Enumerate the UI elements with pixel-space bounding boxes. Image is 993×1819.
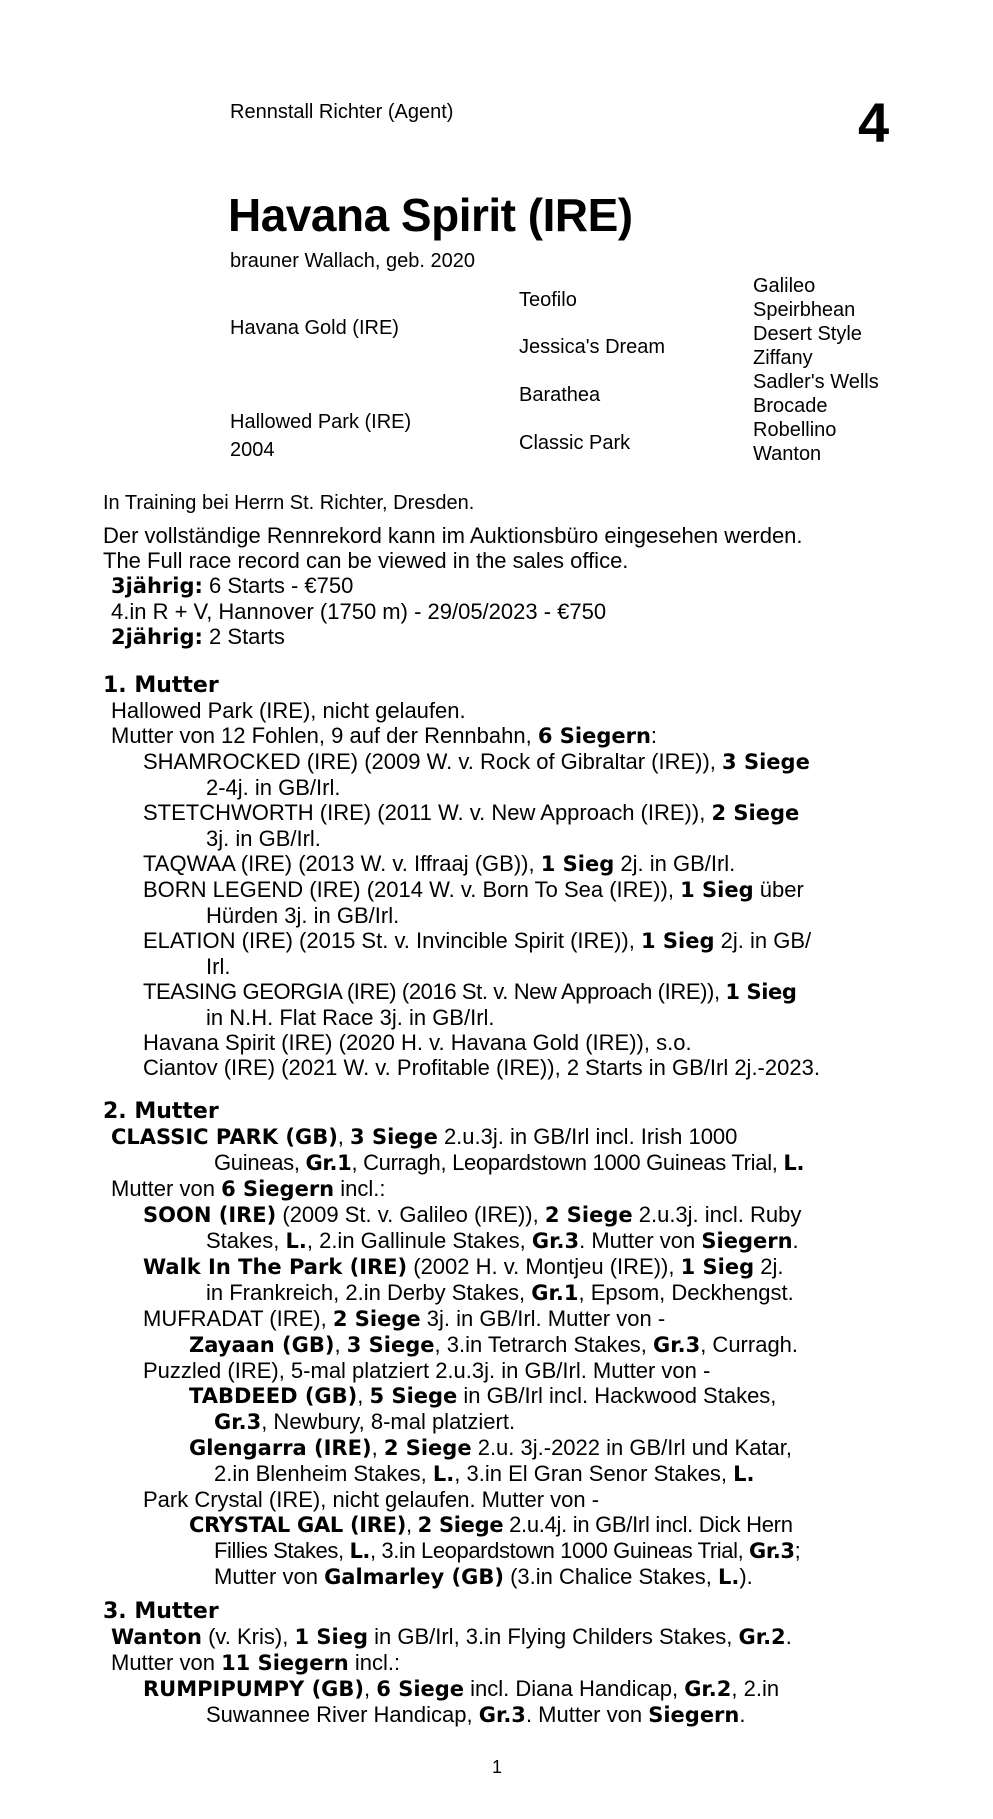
record-2yo-text: 2 Starts bbox=[209, 624, 285, 649]
pedigree-gen3-8: Wanton bbox=[753, 443, 822, 465]
dam1-offspring-5: ELATION (IRE) (2015 St. v. Invincible Spirit (IRE)), 1 Sieg 2j. in GB/ bbox=[143, 928, 812, 953]
dam1-offspring-6-cont: in N.H. Flat Race 3j. in GB/Irl. bbox=[206, 1005, 495, 1030]
pedigree-gen2-3: Barathea bbox=[519, 384, 601, 406]
dam2-line6: Walk In The Park (IRE) (2002 H. v. Montjeu (IRE)), 1 Sieg 2j. bbox=[143, 1254, 784, 1279]
horse-name: Havana Spirit (IRE) bbox=[228, 189, 633, 241]
record-note-en: The Full race record can be viewed in the sales office. bbox=[103, 548, 629, 573]
pedigree-gen3-7: Robellino bbox=[753, 419, 837, 441]
record-3yo-text: 6 Starts - €750 bbox=[209, 573, 354, 598]
dam1-offspring-3: TAQWAA (IRE) (2013 W. v. Iffraaj (GB)), 1 Sieg 2j. in GB/Irl. bbox=[143, 851, 736, 876]
dam2-line1: CLASSIC PARK (GB), 3 Siege 2.u.3j. in GB/Irl incl. Irish 1000 bbox=[111, 1124, 738, 1149]
pedigree-gen3-3: Desert Style bbox=[753, 323, 862, 345]
dam2-line18: Mutter von Galmarley (GB) (3.in Chalice Stakes, L.). bbox=[214, 1564, 753, 1589]
pedigree-dam: Hallowed Park (IRE) bbox=[230, 411, 412, 433]
pedigree-gen3-1: Galileo bbox=[753, 275, 816, 297]
dam1-line1: Hallowed Park (IRE), nicht gelaufen. bbox=[111, 698, 466, 723]
dam1-offspring-6: TEASING GEORGIA (IRE) (2016 St. v. New Approach (IRE)), 1 Sieg bbox=[143, 979, 797, 1004]
record-note-de: Der vollständige Rennrekord kann im Auktionsbüro eingesehen werden. bbox=[103, 523, 803, 548]
dam2-section bbox=[103, 1099, 804, 1590]
dam1-offspring-1-cont: 2-4j. in GB/Irl. bbox=[206, 775, 341, 800]
record-3yo bbox=[103, 573, 803, 599]
pedigree-gen3-6: Brocade bbox=[753, 395, 828, 417]
pedigree-gen2-4: Classic Park bbox=[519, 432, 631, 454]
dam2-line10: Puzzled (IRE), 5-mal platziert 2.u.3j. in GB/Irl. Mutter von - bbox=[143, 1358, 711, 1383]
dam3-line1: Wanton (v. Kris), 1 Sieg in GB/Irl, 3.in Flying Childers Stakes, Gr.2. bbox=[111, 1624, 792, 1649]
dam2-line2: Guineas, Gr.1, Curragh, Leopardstown 1000 Guineas Trial, L. bbox=[214, 1150, 805, 1175]
dam2-heading: 2. Mutter bbox=[103, 1099, 219, 1124]
record-3yo-label: 3jährig: bbox=[111, 574, 203, 598]
dam1-offspring-5-cont: Irl. bbox=[206, 954, 231, 979]
agent-name: Rennstall Richter (Agent) bbox=[230, 101, 454, 123]
dam1-offspring-4-cont: Hürden 3j. in GB/Irl. bbox=[206, 903, 400, 928]
pedigree-gen2-1: Teofilo bbox=[519, 289, 577, 311]
training-note: In Training bei Herrn St. Richter, Dresden. bbox=[103, 492, 475, 514]
dam2-line7: in Frankreich, 2.in Derby Stakes, Gr.1, Epsom, Deckhengst. bbox=[206, 1280, 794, 1305]
dam2-line15: Park Crystal (IRE), nicht gelaufen. Mutter von - bbox=[143, 1487, 600, 1512]
record-3yo-detail: 4.in R + V, Hannover (1750 m) - 29/05/2023 - €750 bbox=[111, 599, 607, 624]
pedigree-sire: Havana Gold (IRE) bbox=[230, 317, 399, 339]
horse-description: brauner Wallach, geb. 2020 bbox=[230, 250, 475, 272]
dam3-line4: Suwannee River Handicap, Gr.3. Mutter von Siegern. bbox=[206, 1702, 746, 1727]
pedigree-dam-year: 2004 bbox=[230, 439, 275, 461]
dam2-line5: Stakes, L., 2.in Gallinule Stakes, Gr.3. Mutter von Siegern. bbox=[206, 1228, 799, 1253]
dam2-line14: 2.in Blenheim Stakes, L., 3.in El Gran Senor Stakes, L. bbox=[214, 1461, 755, 1486]
record-2yo bbox=[103, 624, 803, 650]
dam1-offspring-8: Ciantov (IRE) (2021 W. v. Profitable (IRE)), 2 Starts in GB/Irl 2j.-2023. bbox=[143, 1055, 820, 1080]
pedigree-gen2-2: Jessica's Dream bbox=[519, 336, 666, 358]
lot-number: 4 bbox=[858, 91, 890, 154]
dam2-line9: Zayaan (GB), 3 Siege, 3.in Tetrarch Stakes, Gr.3, Curragh. bbox=[189, 1332, 799, 1357]
pedigree-gen3-2: Speirbhean bbox=[753, 299, 856, 321]
dam2-line13: Glengarra (IRE), 2 Siege 2.u. 3j.-2022 in GB/Irl und Katar, bbox=[189, 1435, 792, 1460]
dam3-line3: RUMPIPUMPY (GB), 6 Siege incl. Diana Handicap, Gr.2, 2.in bbox=[143, 1676, 780, 1701]
dam2-line16: CRYSTAL GAL (IRE), 2 Siege 2.u.4j. in GB/Irl incl. Dick Hern bbox=[189, 1512, 793, 1537]
pedigree-gen3-list bbox=[753, 274, 879, 466]
dam1-line2: Mutter von 12 Fohlen, 9 auf der Rennbahn, 6 Siegern: bbox=[111, 723, 658, 748]
dam2-line3: Mutter von 6 Siegern incl.: bbox=[111, 1176, 386, 1201]
dam1-offspring-4: BORN LEGEND (IRE) (2014 W. v. Born To Sea (IRE)), 1 Sieg über bbox=[143, 877, 804, 902]
race-record-block bbox=[103, 523, 803, 650]
dam2-line17: Fillies Stakes, L., 3.in Leopardstown 1000 Guineas Trial, Gr.3; bbox=[214, 1538, 801, 1563]
dam1-offspring-2-cont: 3j. in GB/Irl. bbox=[206, 826, 321, 851]
dam1-offspring-2: STETCHWORTH (IRE) (2011 W. v. New Approach (IRE)), 2 Siege bbox=[143, 800, 800, 825]
dam3-line2: Mutter von 11 Siegern incl.: bbox=[111, 1650, 401, 1675]
dam2-line8: MUFRADAT (IRE), 2 Siege 3j. in GB/Irl. Mutter von - bbox=[143, 1306, 666, 1331]
page-number: 1 bbox=[492, 1757, 503, 1777]
pedigree-gen3-4: Ziffany bbox=[753, 347, 813, 369]
dam3-section bbox=[103, 1599, 792, 1728]
dam1-offspring-1: SHAMROCKED (IRE) (2009 W. v. Rock of Gibraltar (IRE)), 3 Siege bbox=[143, 749, 810, 774]
dam1-offspring-7: Havana Spirit (IRE) (2020 H. v. Havana Gold (IRE)), s.o. bbox=[143, 1030, 692, 1055]
dam2-line4: SOON (IRE) (2009 St. v. Galileo (IRE)), 2 Siege 2.u.3j. incl. Ruby bbox=[143, 1202, 802, 1227]
dam2-line11: TABDEED (GB), 5 Siege in GB/Irl incl. Hackwood Stakes, bbox=[189, 1383, 777, 1408]
dam1-section bbox=[103, 673, 820, 1080]
dam3-heading: 3. Mutter bbox=[103, 1599, 219, 1624]
record-2yo-label: 2jährig: bbox=[111, 625, 203, 649]
pedigree-gen3-5: Sadler's Wells bbox=[753, 371, 879, 393]
dam2-line12: Gr.3, Newbury, 8-mal platziert. bbox=[214, 1409, 516, 1434]
dam1-heading: 1. Mutter bbox=[103, 673, 219, 698]
